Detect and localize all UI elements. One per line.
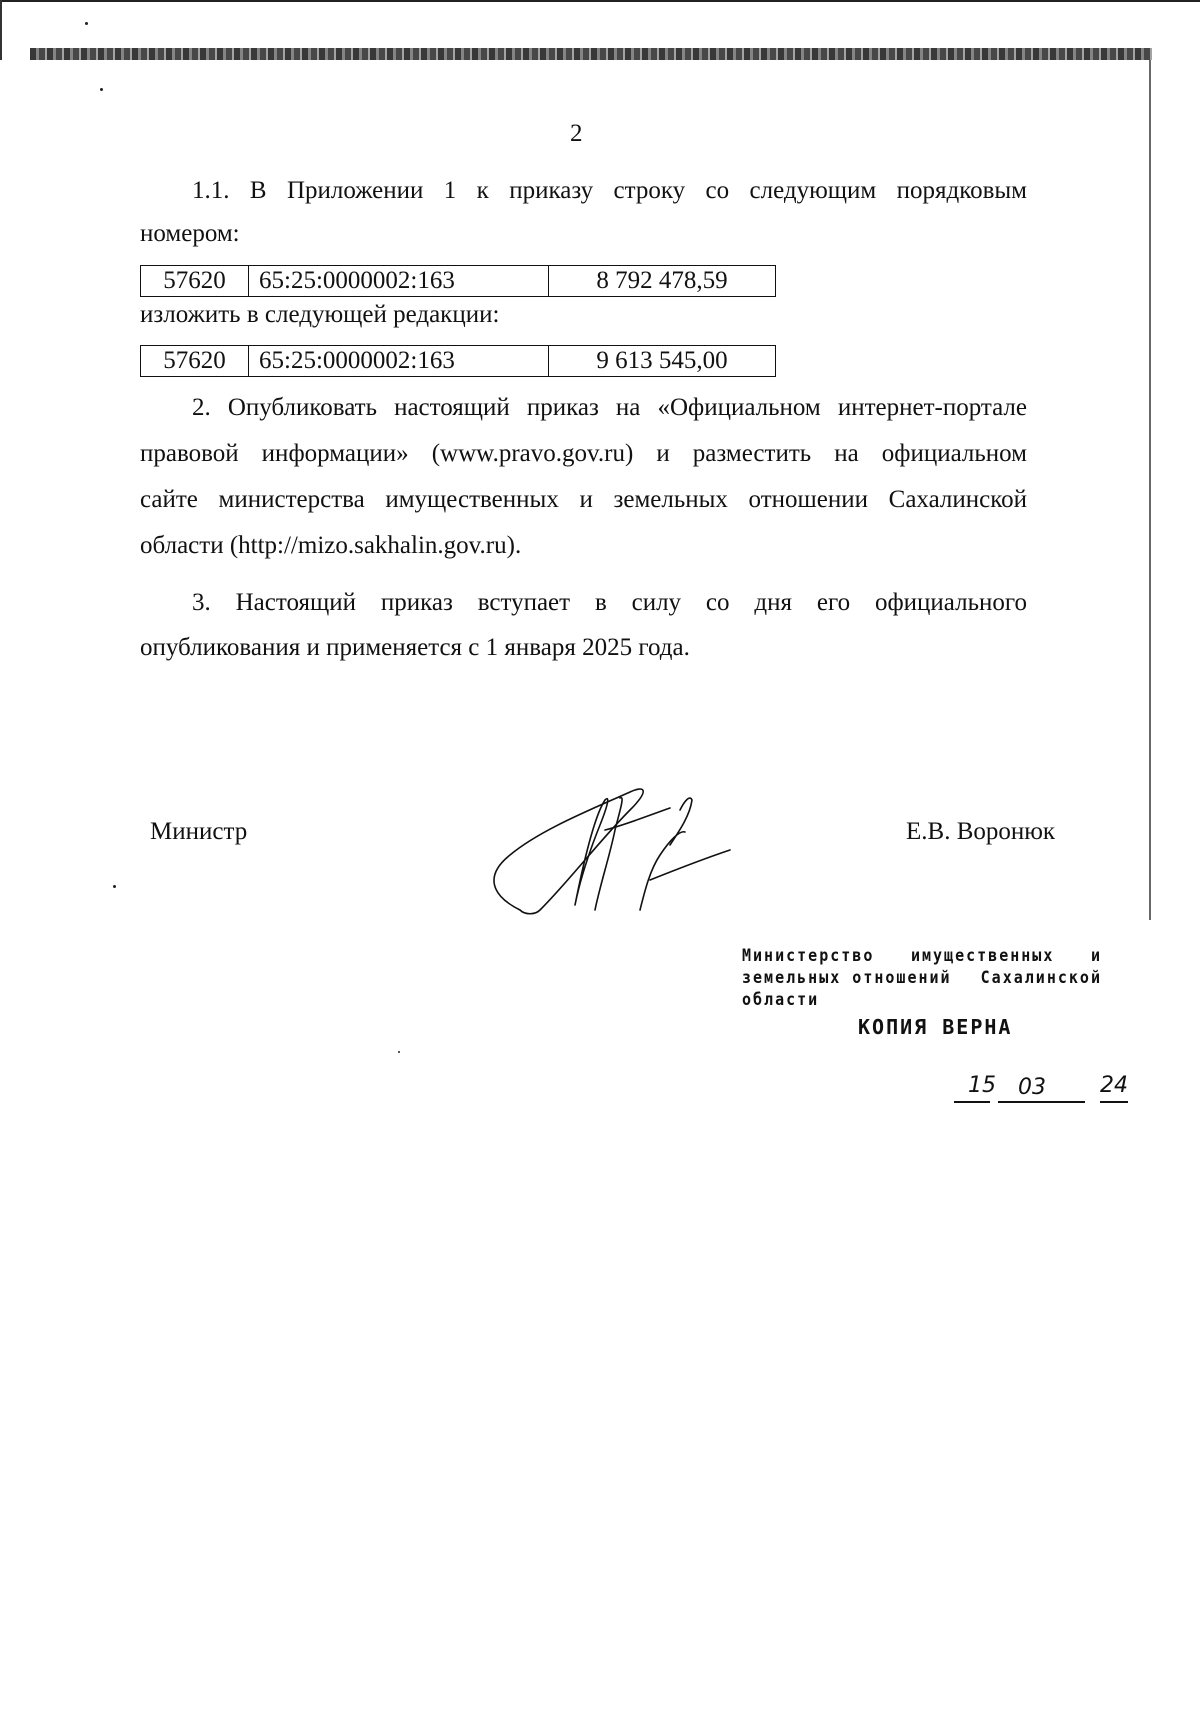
- old-row-table: [140, 265, 776, 297]
- stamp-text: Министерство: [742, 945, 875, 966]
- signature-image: [480, 770, 740, 920]
- signatory-title: Министр: [150, 818, 248, 845]
- clause-1-1-line1: 1.1. В Приложении 1 к приказу строку со следующим порядковым: [192, 177, 1027, 204]
- stamp-text: области: [742, 988, 820, 1010]
- certification-stamp: [742, 945, 1102, 1011]
- new-row-cadastral: 65:25:0000002:163: [249, 346, 549, 376]
- new-row-table: [140, 345, 776, 377]
- clause-1-1-line2: номером:: [140, 220, 240, 247]
- clause-3-line1: 3. Настоящий приказ вступает в силу со дня его официального: [192, 589, 1027, 616]
- page-number: 2: [570, 120, 583, 147]
- scan-artifact-bar: [30, 48, 1152, 60]
- scan-artifact-top-line: [0, 0, 1200, 2]
- stamp-text: Сахалинской: [980, 966, 1102, 988]
- stamp-text: и: [1090, 945, 1102, 966]
- scan-artifact-left-edge: [0, 0, 2, 60]
- old-row-value: 8 792 478,59: [596, 267, 728, 294]
- date-year: 24: [1100, 1073, 1128, 1098]
- date-day: 15: [968, 1073, 996, 1098]
- date-month: 03: [1018, 1075, 1046, 1100]
- old-row-cadastral: 65:25:0000002:163: [249, 266, 549, 296]
- stamp-text: земельных отношений: [742, 966, 952, 988]
- signatory-name: Е.В. Воронюк: [906, 818, 1056, 845]
- new-row-number: 57620: [141, 346, 249, 376]
- copy-certified-label: КОПИЯ ВЕРНА: [858, 1015, 1013, 1039]
- new-row-value: 9 613 545,00: [596, 347, 728, 374]
- scan-speck: [100, 88, 103, 91]
- clause-2-line3: сайте министерства имущественных и земельных отношении Сахалинской: [140, 486, 1027, 513]
- clause-2-line1: 2. Опубликовать настоящий приказ на «Официальном интернет-портале: [192, 394, 1027, 421]
- old-row-number: 57620: [141, 266, 249, 296]
- scan-artifact-right-edge: [1149, 60, 1151, 920]
- scan-speck: [113, 885, 116, 888]
- clause-2-line4: области (http://mizo.sakhalin.gov.ru).: [140, 532, 522, 559]
- stamp-text: имущественных: [910, 945, 1055, 966]
- scan-speck: [398, 1051, 400, 1053]
- restate-text: изложить в следующей редакции:: [140, 301, 500, 328]
- clause-2-line2: правовой информации» (www.pravo.gov.ru) и разместить на официальном: [140, 440, 1027, 467]
- clause-3-line2: опубликования и применяется с 1 января 2025 года.: [140, 634, 690, 661]
- scan-speck: [85, 22, 88, 25]
- certification-date: [950, 1062, 1140, 1112]
